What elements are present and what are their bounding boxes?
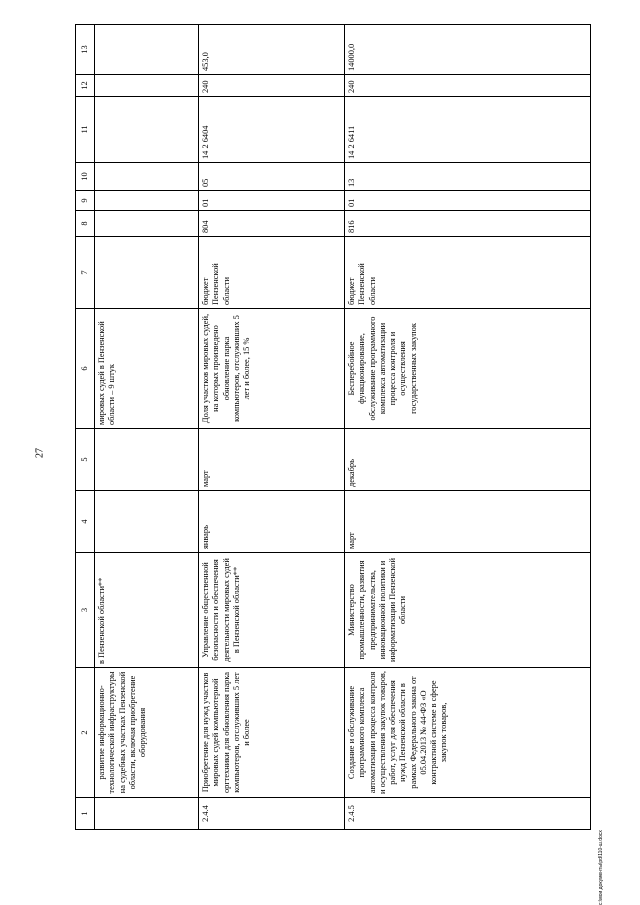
header-cell: 7 <box>76 237 95 309</box>
end-month: декабрь <box>345 429 591 491</box>
amount <box>95 25 199 75</box>
code-grbs: 804 <box>199 211 345 237</box>
table-row <box>95 25 199 830</box>
code-section: 01 <box>199 191 345 211</box>
code-section <box>95 191 199 211</box>
indicator: Бесперебойное функционирование, обслуживание программного комплекса автоматизации процесса контроля и осуществления государственных закупок <box>345 309 591 429</box>
code-target: 14 2 6404 <box>199 97 345 163</box>
executor: Министерство промышленности, развития предпринимательства, инновационной политики и информатизации Пензенской области <box>345 553 591 668</box>
header-cell: 6 <box>76 309 95 429</box>
header-cell: 11 <box>76 97 95 163</box>
code-grbs <box>95 211 199 237</box>
program-table <box>75 24 591 830</box>
start-month <box>95 491 199 553</box>
measure-name: Приобретение для нужд участков мировых судей компьютерной оргтехники для обновления парка компьютеров, отслуживших 5 лет и более <box>199 668 345 798</box>
code-subsection: 13 <box>345 163 591 191</box>
executor: в Пензенской области** <box>95 553 199 668</box>
measure-name: развитие информационно-технологической инфраструктуры на судебных участках Пензенской области, включая приобретение оборудования <box>95 668 199 798</box>
code-grbs: 816 <box>345 211 591 237</box>
code-subsection <box>95 163 199 191</box>
indicator: мировых судей в Пензенской области – 9 штук <box>95 309 199 429</box>
header-cell: 8 <box>76 211 95 237</box>
funding-source: бюджет Пензенской области <box>345 237 591 309</box>
code-subsection: 05 <box>199 163 345 191</box>
start-month: январь <box>199 491 345 553</box>
executor: Управление общественной безопасности и обеспечения деятельности мировых судей в Пензенской области** <box>199 553 345 668</box>
code-target: 14 2 6411 <box>345 97 591 163</box>
header-row <box>76 25 95 830</box>
row-number <box>95 798 199 830</box>
amount: 453,0 <box>199 25 345 75</box>
header-cell: 13 <box>76 25 95 75</box>
row-number: 2.4.5 <box>345 798 591 830</box>
header-cell: 12 <box>76 75 95 97</box>
table-row <box>345 25 591 830</box>
header-cell: 1 <box>76 798 95 830</box>
header-cell: 2 <box>76 668 95 798</box>
header-cell: 9 <box>76 191 95 211</box>
measure-name: Создание и обслуживание программного комплекса автоматизации процесса контроля и осуществления закупок товаров, работ, услуг для обеспечения нужд Пензенской области в рамках Федерального закона от 05.04.2013 № 44-ФЗ «О контрактной системе в сфере закупок товаров, <box>345 668 591 798</box>
code-expense-type <box>95 75 199 97</box>
header-cell: 5 <box>76 429 95 491</box>
start-month: март <box>345 491 591 553</box>
rotated-table-container <box>75 25 585 830</box>
code-expense-type: 240 <box>345 75 591 97</box>
file-path-footer: c:\мои документы\pd\110-ш.docx <box>598 830 604 905</box>
code-target <box>95 97 199 163</box>
page-number: 27 <box>34 448 46 458</box>
code-expense-type: 240 <box>199 75 345 97</box>
code-section: 01 <box>345 191 591 211</box>
indicator: Доля участков мировых судей, на которых произведено обновление парка компьютеров, отслуживших 5 лет и более, 15 % <box>199 309 345 429</box>
header-cell: 4 <box>76 491 95 553</box>
funding-source <box>95 237 199 309</box>
header-cell: 3 <box>76 553 95 668</box>
header-cell: 10 <box>76 163 95 191</box>
table-row <box>199 25 345 830</box>
end-month: март <box>199 429 345 491</box>
row-number: 2.4.4 <box>199 798 345 830</box>
end-month <box>95 429 199 491</box>
funding-source: бюджет Пензенской области <box>199 237 345 309</box>
amount: 14000,0 <box>345 25 591 75</box>
